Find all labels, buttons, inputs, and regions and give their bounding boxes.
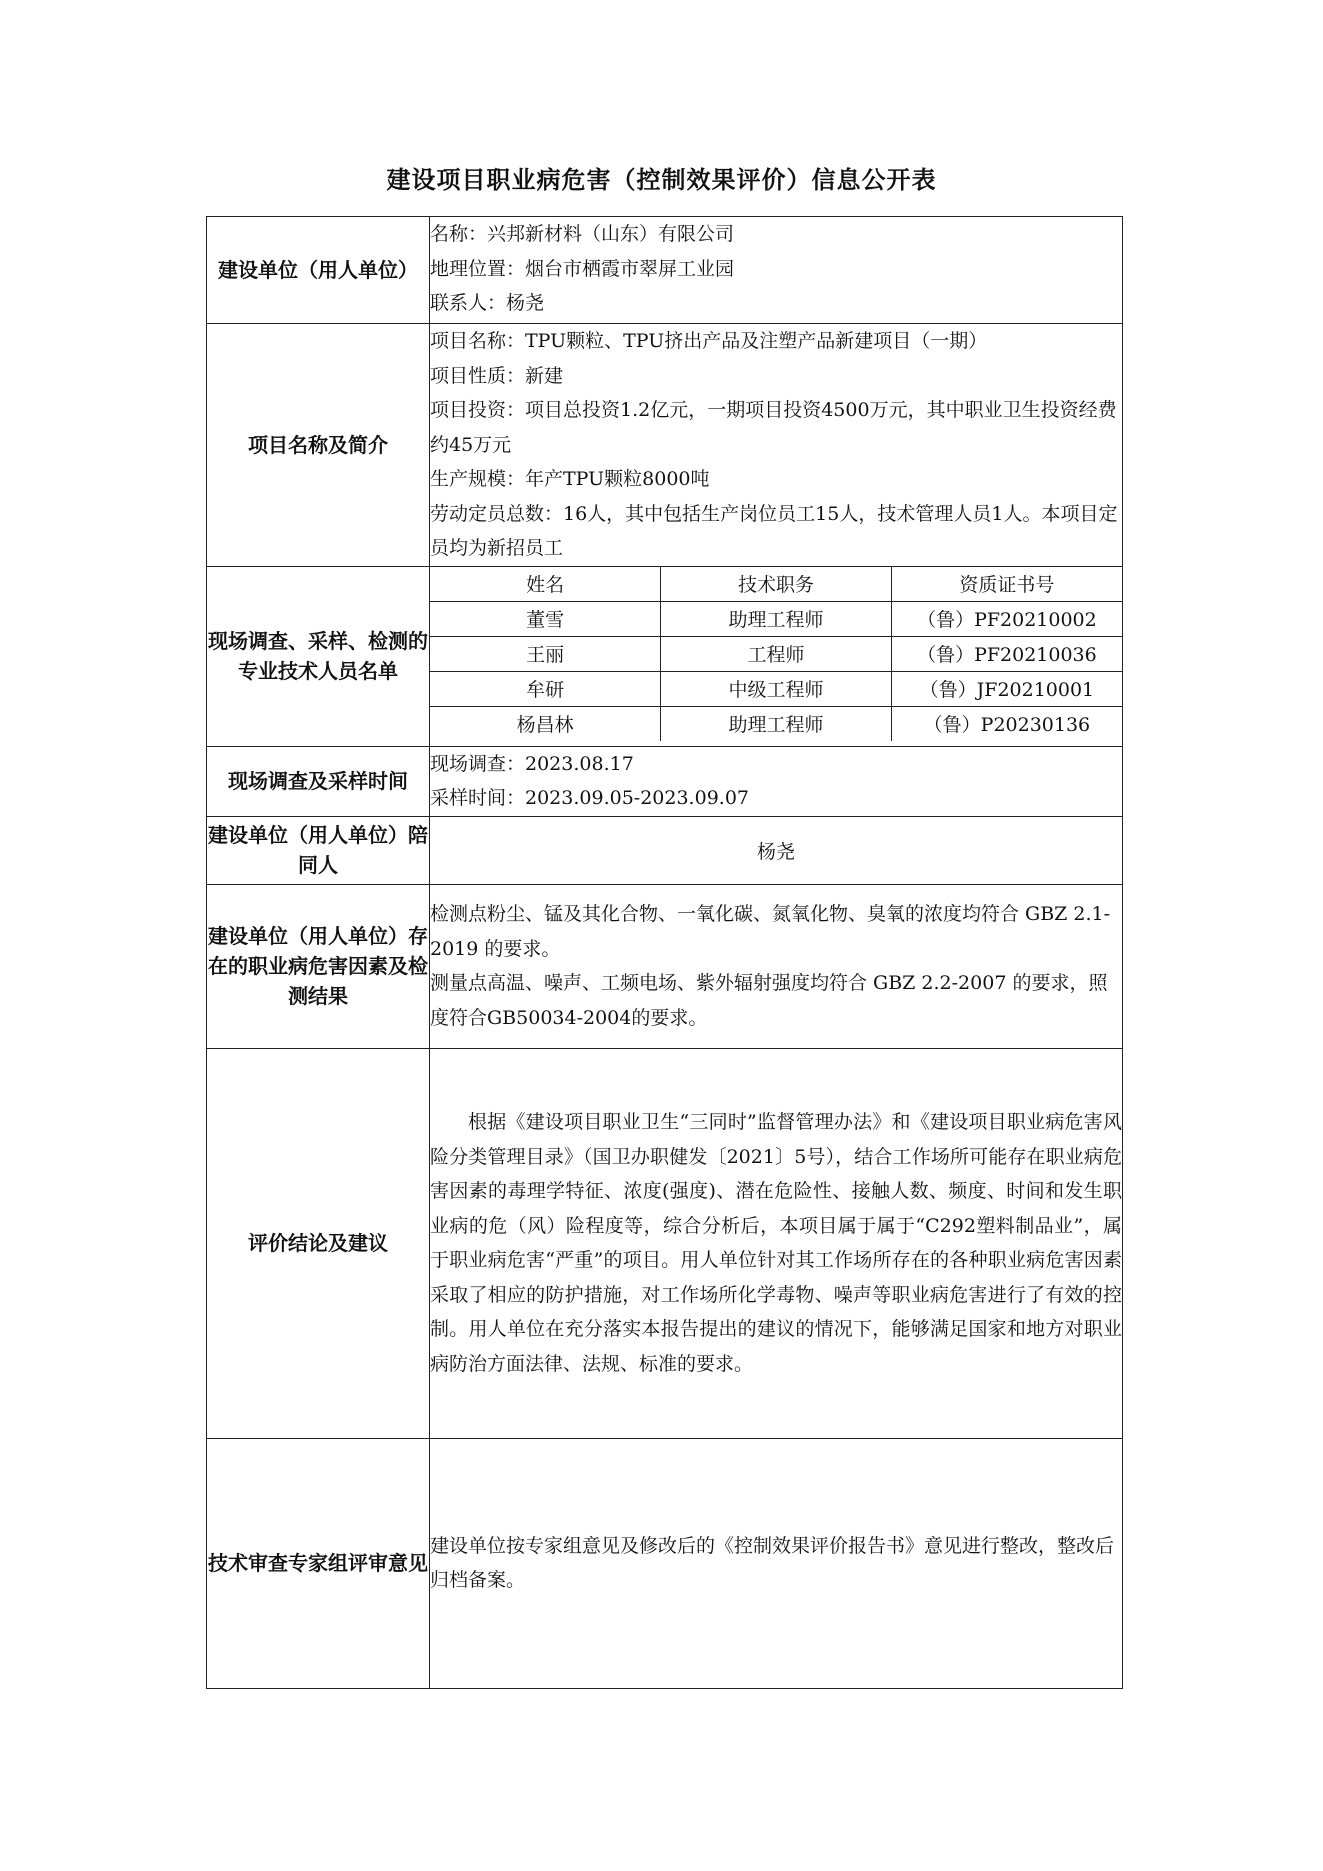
label-companion: 建设单位（用人单位）陪同人 bbox=[207, 816, 430, 884]
staff-title: 中级工程师 bbox=[661, 671, 892, 706]
row-staff bbox=[207, 566, 1123, 746]
label-hazards: 建设单位（用人单位）存在的职业病危害因素及检测结果 bbox=[207, 884, 430, 1048]
project-name: 项目名称：TPU颗粒、TPU挤出产品及注塑产品新建项目（一期） bbox=[430, 330, 988, 352]
sampling-date: 采样时间：2023.09.05-2023.09.07 bbox=[430, 787, 749, 809]
unit-location: 地理位置：烟台市栖霞市翠屏工业园 bbox=[430, 257, 735, 280]
row-review bbox=[207, 1438, 1123, 1688]
label-staff: 现场调查、采样、检测的专业技术人员名单 bbox=[207, 566, 430, 746]
table-row bbox=[430, 706, 1122, 741]
page-title: 建设项目职业病危害（控制效果评价）信息公开表 bbox=[386, 166, 937, 194]
label-survey-time: 现场调查及采样时间 bbox=[207, 746, 430, 816]
staff-cert: （鲁）P20230136 bbox=[891, 706, 1122, 741]
unit-contact: 联系人：杨尧 bbox=[430, 292, 545, 314]
staff-header-row bbox=[430, 567, 1122, 602]
staff-cert: （鲁）PF20210036 bbox=[891, 636, 1122, 671]
hazards-physical: 测量点高温、噪声、工频电场、紫外辐射强度均符合 GBZ 2.2-2007 的要求，照度符合GB50034-2004的要求。 bbox=[430, 972, 1108, 1029]
row-project bbox=[207, 324, 1123, 567]
header-cert: 资质证书号 bbox=[891, 567, 1122, 602]
staff-table bbox=[430, 567, 1122, 741]
info-table bbox=[206, 216, 1123, 1689]
hazards-chemical: 检测点粉尘、锰及其化合物、一氧化碳、氮氧化物、臭氧的浓度均符合 GBZ 2.1-2019 的要求。 bbox=[430, 903, 1111, 960]
table-row bbox=[430, 671, 1122, 706]
content-project bbox=[430, 324, 1123, 567]
header-title: 技术职务 bbox=[661, 567, 892, 602]
row-companion bbox=[207, 816, 1123, 884]
companion-value: 杨尧 bbox=[430, 816, 1123, 884]
staff-title: 工程师 bbox=[661, 636, 892, 671]
content-review bbox=[430, 1438, 1123, 1688]
review-text: 建设单位按专家组意见及修改后的《控制效果评价报告书》意见进行整改，整改后归档备案。 bbox=[430, 1534, 1115, 1591]
row-conclusion bbox=[207, 1048, 1123, 1438]
project-investment: 项目投资：项目总投资1.2亿元，一期项目投资4500万元，其中职业卫生投资经费约45万元 bbox=[430, 399, 1117, 456]
survey-date: 现场调查：2023.08.17 bbox=[430, 752, 634, 775]
conclusion-text: 根据《建设项目职业卫生“三同时”监督管理办法》和《建设项目职业病危害风险分类管理目录》（国卫办职健发〔2021〕5号），结合工作场所可能存在职业病危害因素的毒理学特征、浓度(强度)、潜在危险性、接触人数、频度、时间和发生职业病的危（风）险程度等，综合分析后，本项目属于属于“C292塑料制品业”，属于职业病危害“严重”的项目。用人单位针对其工作场所存在的各种职业病危害因素采取了相应的防护措施，对工作场所化学毒物、噪声等职业病危害进行了有效的控制。用人单位在充分落实本报告提出的建议的情况下，能够满足国家和地方对职业病防治方面法律、法规、标准的要求。 bbox=[430, 1111, 1122, 1375]
staff-cert: （鲁）JF20210001 bbox=[891, 671, 1122, 706]
staff-name: 王丽 bbox=[430, 636, 661, 671]
staff-cert: （鲁）PF20210002 bbox=[891, 601, 1122, 636]
content-unit bbox=[430, 217, 1123, 324]
table-row bbox=[430, 601, 1122, 636]
staff-name: 牟研 bbox=[430, 671, 661, 706]
label-conclusion: 评价结论及建议 bbox=[207, 1048, 430, 1438]
content-hazards bbox=[430, 884, 1123, 1048]
label-review: 技术审查专家组评审意见 bbox=[207, 1438, 430, 1688]
row-unit bbox=[207, 217, 1123, 324]
unit-name: 名称：兴邦新材料（山东）有限公司 bbox=[430, 223, 735, 245]
row-hazards bbox=[207, 884, 1123, 1048]
project-nature: 项目性质：新建 bbox=[430, 364, 564, 387]
content-conclusion bbox=[430, 1048, 1123, 1438]
staff-title: 助理工程师 bbox=[661, 601, 892, 636]
staff-name: 杨昌林 bbox=[430, 706, 661, 741]
staff-title: 助理工程师 bbox=[661, 706, 892, 741]
staff-name: 董雪 bbox=[430, 601, 661, 636]
project-scale: 生产规模：年产TPU颗粒8000吨 bbox=[430, 468, 710, 490]
content-staff bbox=[430, 566, 1123, 746]
project-staffing: 劳动定员总数：16人，其中包括生产岗位员工15人，技术管理人员1人。本项目定员均为新招员工 bbox=[430, 502, 1118, 559]
header-name: 姓名 bbox=[430, 567, 661, 602]
row-survey-time bbox=[207, 746, 1123, 816]
label-project: 项目名称及简介 bbox=[207, 324, 430, 567]
content-survey-time bbox=[430, 746, 1123, 816]
label-unit: 建设单位（用人单位） bbox=[207, 217, 430, 324]
table-row bbox=[430, 636, 1122, 671]
